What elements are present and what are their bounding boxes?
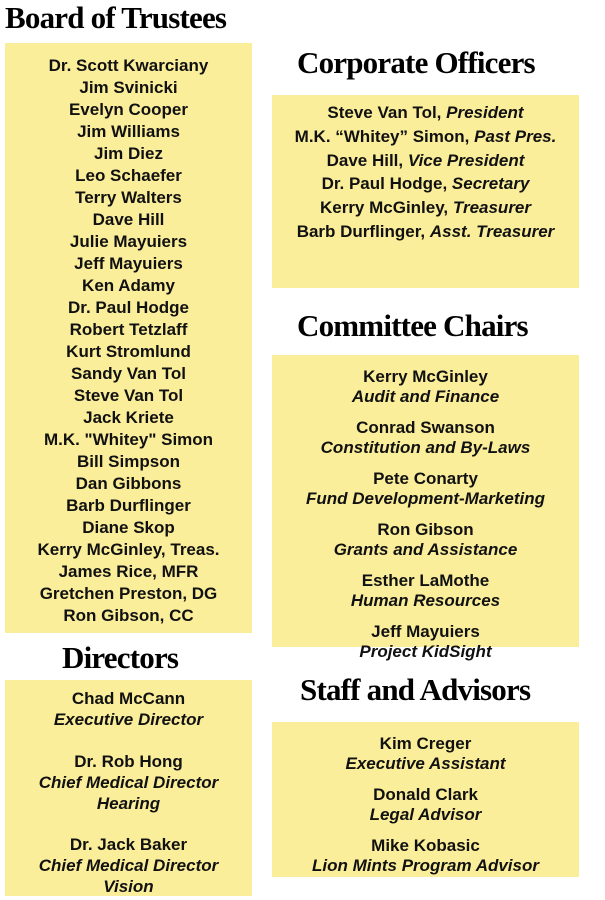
staff-name: Donald Clark (373, 785, 478, 804)
board-member: Jim Diez (94, 144, 163, 163)
board-box (5, 43, 252, 633)
director-name: Dr. Rob Hong (74, 752, 183, 771)
board-member: Dr. Scott Kwarciany (48, 56, 209, 75)
board-member: Barb Durflinger (66, 496, 191, 515)
staff-role: Legal Advisor (369, 804, 482, 824)
committee-name: Constitution and By-Laws (320, 437, 531, 457)
chair-name: Conrad Swanson (356, 418, 495, 437)
officer-line (272, 172, 579, 196)
staff-heading: Staff and Advisors (300, 672, 531, 707)
board-member: Steve Van Tol (73, 386, 184, 405)
committee-name: Fund Development-Marketing (306, 488, 545, 508)
board-heading: Board of Trustees (5, 0, 227, 35)
officer-line (272, 125, 579, 149)
chair-name: Jeff Mayuiers (371, 622, 480, 641)
officer-line (272, 220, 579, 244)
staff-entry (272, 785, 579, 824)
staff-role: Lion Mints Program Advisor (311, 855, 539, 875)
staff-role: Executive Assistant (345, 753, 506, 773)
officer-role: Past Pres. (474, 126, 557, 146)
committee-entry (272, 622, 579, 661)
director-title: Chief Medical Director (38, 856, 219, 875)
director-entry (5, 834, 252, 897)
officer-role: Secretary (451, 174, 530, 194)
director-entry (5, 751, 252, 814)
chair-name: Kerry McGinley (363, 367, 488, 386)
directors-heading: Directors (62, 640, 179, 675)
board-member: Julie Mayuiers (69, 232, 188, 251)
chair-name: Ron Gibson (377, 520, 474, 539)
committee-entry (272, 571, 579, 610)
committees-heading: Committee Chairs (297, 308, 528, 343)
board-member: Terry Walters (75, 188, 182, 207)
board-member: Ken Adamy (82, 276, 175, 295)
officer-role: Treasurer (452, 198, 532, 218)
chair-name: Esther LaMothe (361, 571, 490, 590)
board-member: Jack Kriete (83, 408, 174, 427)
director-entry (5, 688, 252, 730)
committee-name: Project KidSight (359, 641, 492, 661)
committee-entry (272, 418, 579, 457)
board-member: Dan Gibbons (75, 474, 182, 493)
director-specialty: Vision (103, 877, 154, 896)
board-member: Jim Williams (77, 122, 180, 141)
officer-name: Dave Hill, (326, 150, 408, 170)
director-name: Chad McCann (71, 689, 186, 708)
board-member: Leo Schaefer (75, 166, 182, 185)
committees-box (272, 355, 579, 661)
board-member: Sandy Van Tol (71, 364, 186, 383)
officer-name: Steve Van Tol, (327, 103, 447, 122)
officer-name: Dr. Paul Hodge, (321, 174, 452, 194)
board-member: Jim Svinicki (79, 78, 178, 97)
officer-role: Asst. Treasurer (429, 221, 555, 241)
staff-name: Kim Creger (379, 734, 472, 753)
staff-name: Mike Kobasic (371, 836, 480, 855)
board-member: Dr. Paul Hodge (68, 298, 189, 317)
board-member: Robert Tetzlaff (69, 320, 188, 339)
board-member: Ron Gibson, CC (63, 606, 194, 625)
officer-name: Kerry McGinley, (319, 198, 453, 218)
director-specialty: Hearing (96, 794, 161, 813)
committee-name: Grants and Assistance (333, 539, 518, 559)
board-member: Kurt Stromlund (66, 342, 191, 361)
director-name: Dr. Jack Baker (69, 835, 188, 854)
board-member: Gretchen Preston, DG (39, 584, 218, 603)
director-title: Chief Medical Director (38, 773, 219, 792)
committee-entry (272, 520, 579, 559)
board-member: James Rice, MFR (58, 562, 199, 581)
board-member: Jeff Mayuiers (74, 254, 183, 273)
officer-line (272, 149, 579, 173)
officer-line (272, 101, 579, 125)
committee-name: Human Resources (350, 590, 501, 610)
board-member: Bill Simpson (77, 452, 180, 471)
board-member: Kerry McGinley, Treas. (37, 540, 220, 559)
staff-box (272, 722, 579, 877)
officers-heading: Corporate Officers (297, 45, 535, 80)
staff-entry (272, 836, 579, 875)
board-member: M.K. "Whitey" Simon (43, 430, 214, 449)
committee-entry (272, 367, 579, 406)
officer-name: Barb Durflinger, (296, 221, 430, 241)
committee-name: Audit and Finance (351, 386, 500, 406)
board-member: Diane Skop (82, 518, 175, 537)
board-member: Evelyn Cooper (68, 100, 189, 119)
staff-entry (272, 734, 579, 773)
officer-line (272, 196, 579, 220)
director-title: Executive Director (53, 710, 204, 729)
officer-role: Vice President (407, 150, 525, 170)
board-member: Dave Hill (92, 210, 165, 229)
committee-entry (272, 469, 579, 508)
officers-box (272, 95, 579, 288)
chair-name: Pete Conarty (373, 469, 478, 488)
officer-name: M.K. “Whitey” Simon, (294, 126, 475, 146)
directors-box (5, 680, 252, 896)
officer-role: President (446, 103, 524, 122)
